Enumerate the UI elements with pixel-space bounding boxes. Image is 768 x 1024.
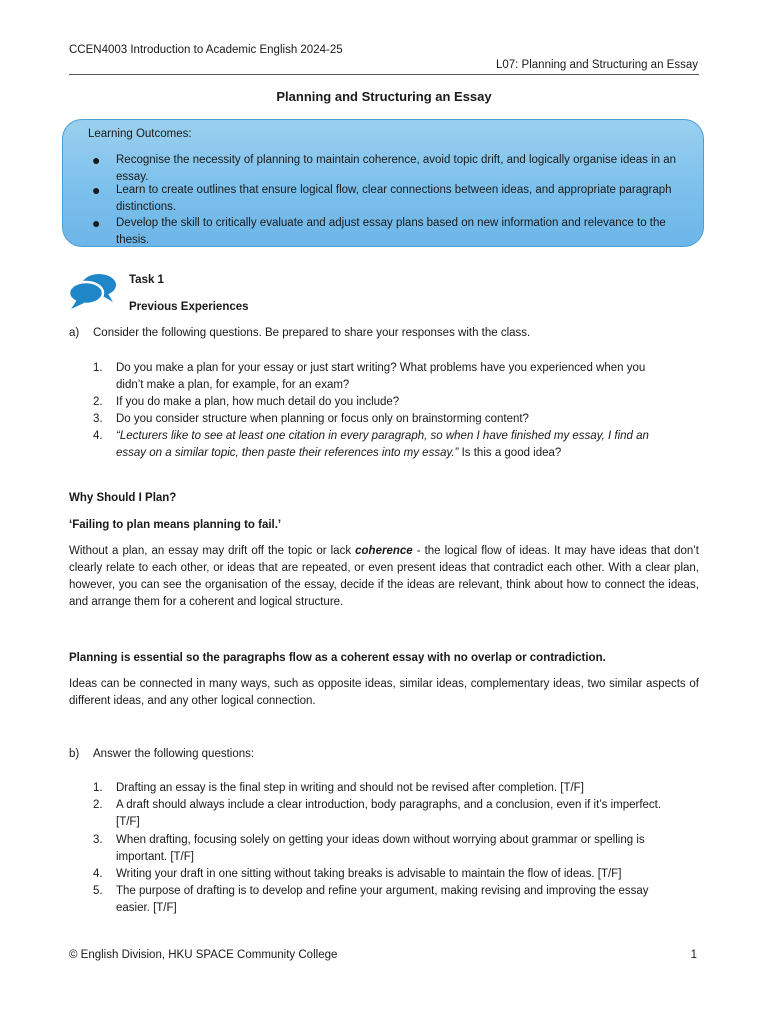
connection-paragraph: Ideas can be connected in many ways, such as opposite ideas, similar ideas, complementary ideas, two similar aspects of different ideas, and any other logical connection.	[69, 678, 699, 707]
part-b-marker: b)	[69, 748, 80, 760]
question-text: Do you consider structure when planning or focus only on brainstorming content?	[116, 413, 529, 425]
bullet-icon: ●	[92, 182, 101, 198]
learning-outcome-item: Recognise the necessity of planning to maintain coherence, avoid topic drift, and logically organise ideas in an essay.	[116, 154, 677, 183]
question-text-continued: [T/F]	[116, 816, 140, 828]
bullet-icon: ●	[92, 152, 101, 168]
question-text: When drafting, focusing solely on getting your ideas down without worrying about grammar or spelling is	[116, 834, 645, 846]
footer-copyright: © English Division, HKU SPACE Community College	[69, 949, 338, 961]
question-number: 4.	[93, 430, 103, 442]
learning-outcome-item: Learn to create outlines that ensure logical flow, clear connections between ideas, and appropriate paragraph distinctions.	[116, 184, 672, 213]
learning-outcome-item: Develop the skill to critically evaluate and adjust essay plans based on new information and relevance to the thesis.	[116, 217, 666, 246]
question-number: 2.	[93, 396, 103, 408]
question-text-continued: important. [T/F]	[116, 851, 194, 863]
question-text-continued: didn’t make a plan, for example, for an exam?	[116, 379, 350, 391]
page-title: Planning and Structuring an Essay	[276, 89, 492, 104]
section-heading-essential: Planning is essential so the paragraphs flow as a coherent essay with no overlap or contradiction.	[69, 652, 606, 664]
question-text: The purpose of drafting is to develop and refine your argument, making revising and improving the essay	[116, 885, 649, 897]
question-number: 1.	[93, 362, 103, 374]
task-label: Task 1	[129, 274, 164, 286]
course-header: CCEN4003 Introduction to Academic English 2024-25	[69, 44, 343, 56]
question-text: Do you make a plan for your essay or just start writing? What problems have you experienced when you	[116, 362, 646, 374]
bullet-icon: ●	[92, 215, 101, 231]
paragraph-text: Without a plan, an essay may drift off the topic or lack	[69, 545, 356, 557]
part-b-instruction: Answer the following questions:	[93, 748, 255, 760]
plan-quote: ‘Failing to plan means planning to fail.’	[69, 519, 282, 531]
part-a-instruction: Consider the following questions. Be prepared to share your responses with the class.	[93, 327, 531, 339]
question-text: Drafting an essay is the final step in writing and should not be revised after completion. [T/F]	[116, 782, 584, 794]
section-heading-why-plan: Why Should I Plan?	[69, 492, 177, 504]
part-a-marker: a)	[69, 327, 80, 339]
question-quote: “Lecturers like to see at least one citation in every paragraph, so when I have finished my essay, I find an	[116, 430, 649, 442]
question-number: 4.	[93, 868, 103, 880]
task-subtitle: Previous Experiences	[129, 301, 249, 313]
question-number: 3.	[93, 834, 103, 846]
quote-text: essay on a similar topic, then paste their references into my essay.”	[116, 447, 459, 459]
question-text: A draft should always include a clear introduction, body paragraphs, and a conclusion, even if it’s imperfect.	[116, 799, 662, 811]
question-number: 2.	[93, 799, 103, 811]
lesson-header: L07: Planning and Structuring an Essay	[495, 59, 698, 71]
question-number: 3.	[93, 413, 103, 425]
coherence-keyword: coherence	[355, 545, 413, 557]
quote-question: Is this a good idea?	[458, 447, 562, 459]
question-number: 1.	[93, 782, 103, 794]
why-plan-paragraph	[69, 543, 699, 611]
speech-bubbles-icon	[67, 272, 119, 315]
question-text-continued: easier. [T/F]	[116, 902, 177, 914]
question-text: Writing your draft in one sitting without taking breaks is advisable to maintain the flow of ideas. [T/F]	[116, 868, 622, 880]
question-text: If you do make a plan, how much detail do you include?	[116, 396, 400, 408]
page-number: 1	[690, 949, 697, 961]
header-divider	[69, 74, 699, 75]
question-quote-continued	[116, 445, 698, 462]
question-number: 5.	[93, 885, 103, 897]
learning-outcomes-heading: Learning Outcomes:	[88, 128, 192, 140]
paragraph-text: - the logical flow of ideas. It may have ideas that don’t clearly relate to each other, or ideas that are repeated, or even present ideas that contradict each other. With a clear plan, however, you can see the organisation of the essay, decide if the ideas are relevant, think about how to connect the ideas, and arrange them for a coherent and logical structure.	[69, 545, 700, 608]
